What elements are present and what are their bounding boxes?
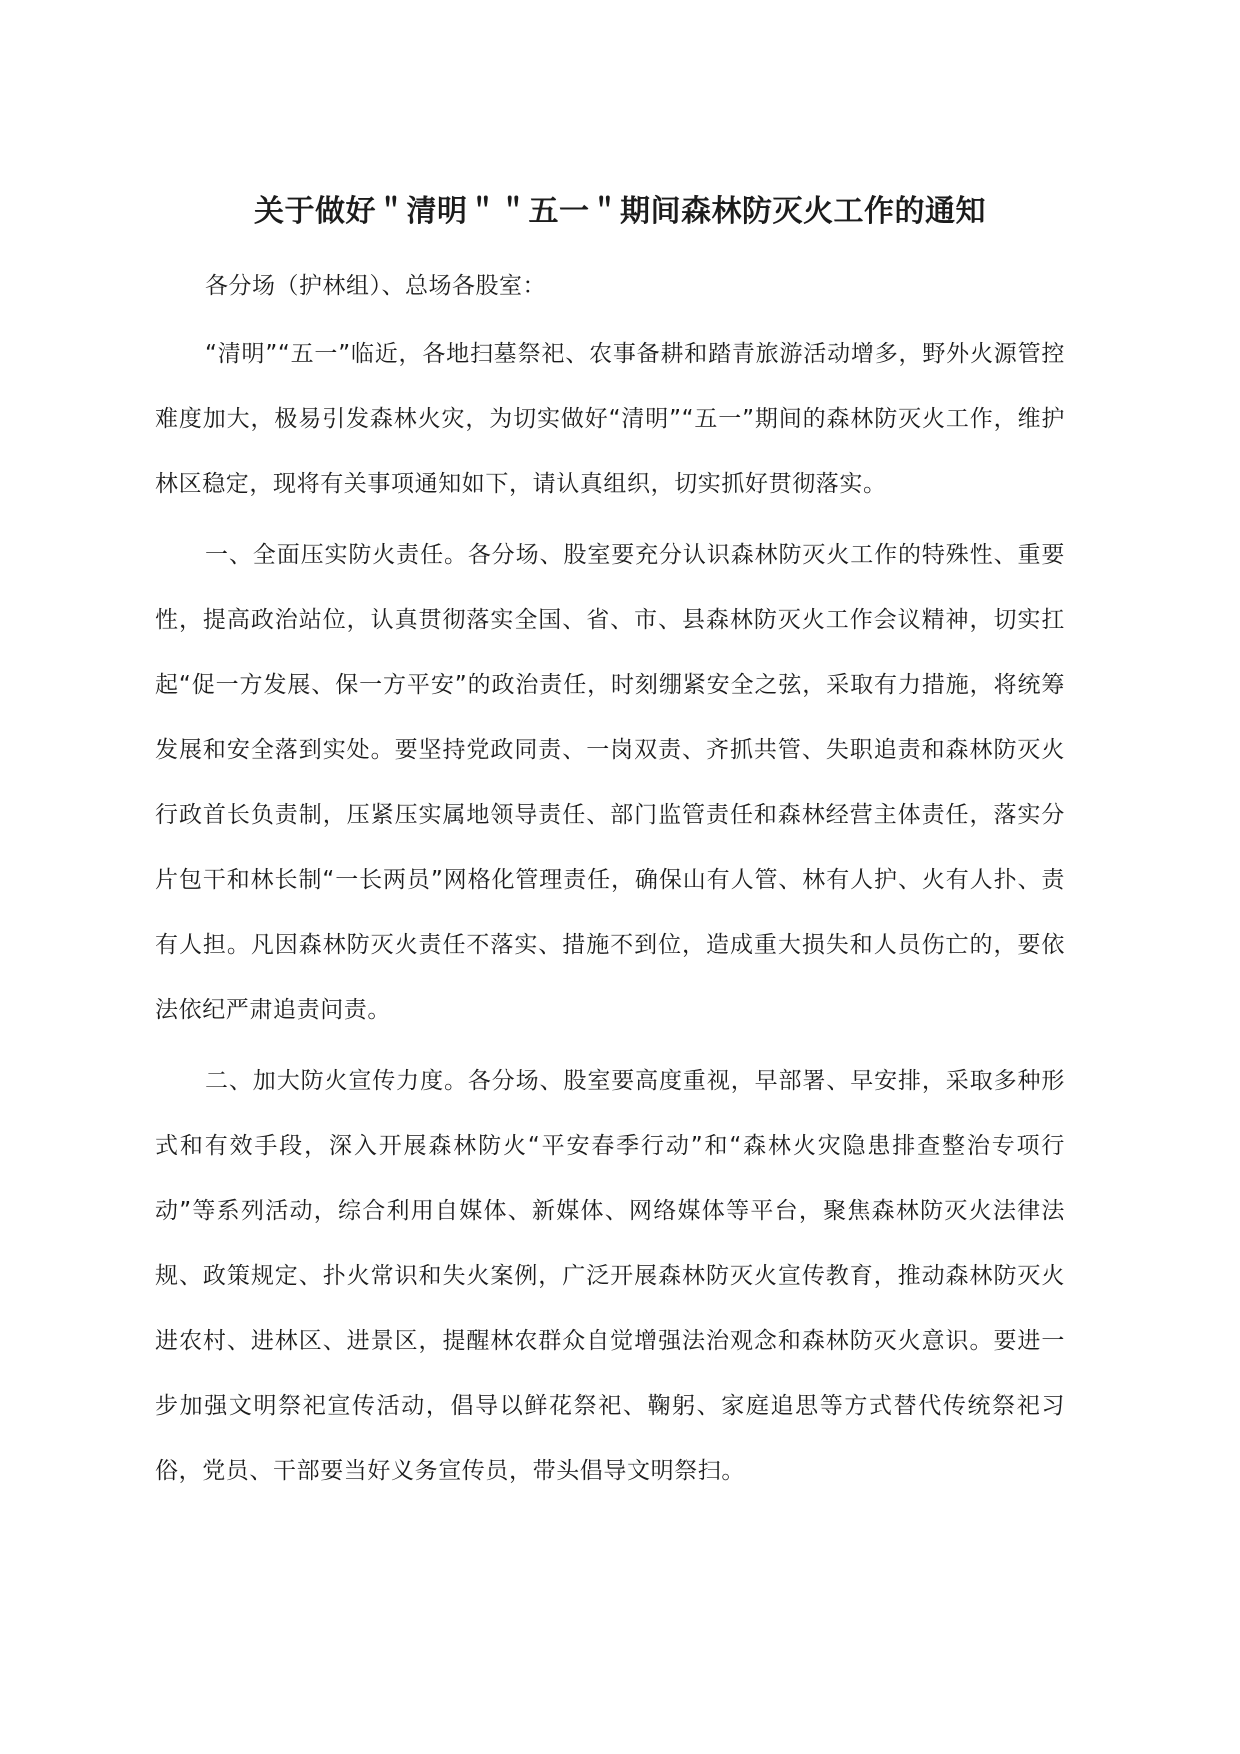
document-body — [155, 256, 1065, 1504]
document-title: 关于做好＂清明＂＂五一＂期间森林防灭火工作的通知 — [254, 194, 986, 229]
salutation: 各分场（护林组）、总场各股室： — [205, 273, 546, 299]
paragraph-intro: “清明”“五一”临近，各地扫墓祭祀、农事备耕和踏青旅游活动增多，野外火源管控难度加大，极易引发森林火灾，为切实做好“清明”“五一”期间的森林防灭火工作，维护林区稳定，现将有关事项通知如下，请认真组织，切实抓好贯彻落实。 — [155, 341, 1065, 497]
paragraph-section-2: 二、加大防火宣传力度。各分场、股室要高度重视，早部署、早安排，采取多种形式和有效手段，深入开展森林防火“平安春季行动”和“森林火灾隐患排查整治专项行动”等系列活动，综合利用自媒体、新媒体、网络媒体等平台，聚焦森林防灭火法律法规、政策规定、扑火常识和失火案例，广泛开展森林防灭火宣传教育，推动森林防灭火进农村、进林区、进景区，提醒林农群众自觉增强法治观念和森林防灭火意识。要进一步加强文明祭祀宣传活动，倡导以鲜花祭祀、鞠躬、家庭追思等方式替代传统祭祀习俗，党员、干部要当好义务宣传员，带头倡导文明祭扫。 — [155, 1068, 1065, 1484]
paragraph-section-1: 一、全面压实防火责任。各分场、股室要充分认识森林防灭火工作的特殊性、重要性，提高政治站位，认真贯彻落实全国、省、市、县森林防灭火工作会议精神，切实扛起“促一方发展、保一方平安”的政治责任，时刻绷紧安全之弦，采取有力措施，将统筹发展和安全落到实处。要坚持党政同责、一岗双责、齐抓共管、失职追责和森林防灭火行政首长负责制，压紧压实属地领导责任、部门监管责任和森林经营主体责任，落实分片包干和林长制“一长两员”网格化管理责任，确保山有人管、林有人护、火有人扑、责有人担。凡因森林防灭火责任不落实、措施不到位，造成重大损失和人员伤亡的，要依法依纪严肃追责问责。 — [155, 542, 1065, 1023]
